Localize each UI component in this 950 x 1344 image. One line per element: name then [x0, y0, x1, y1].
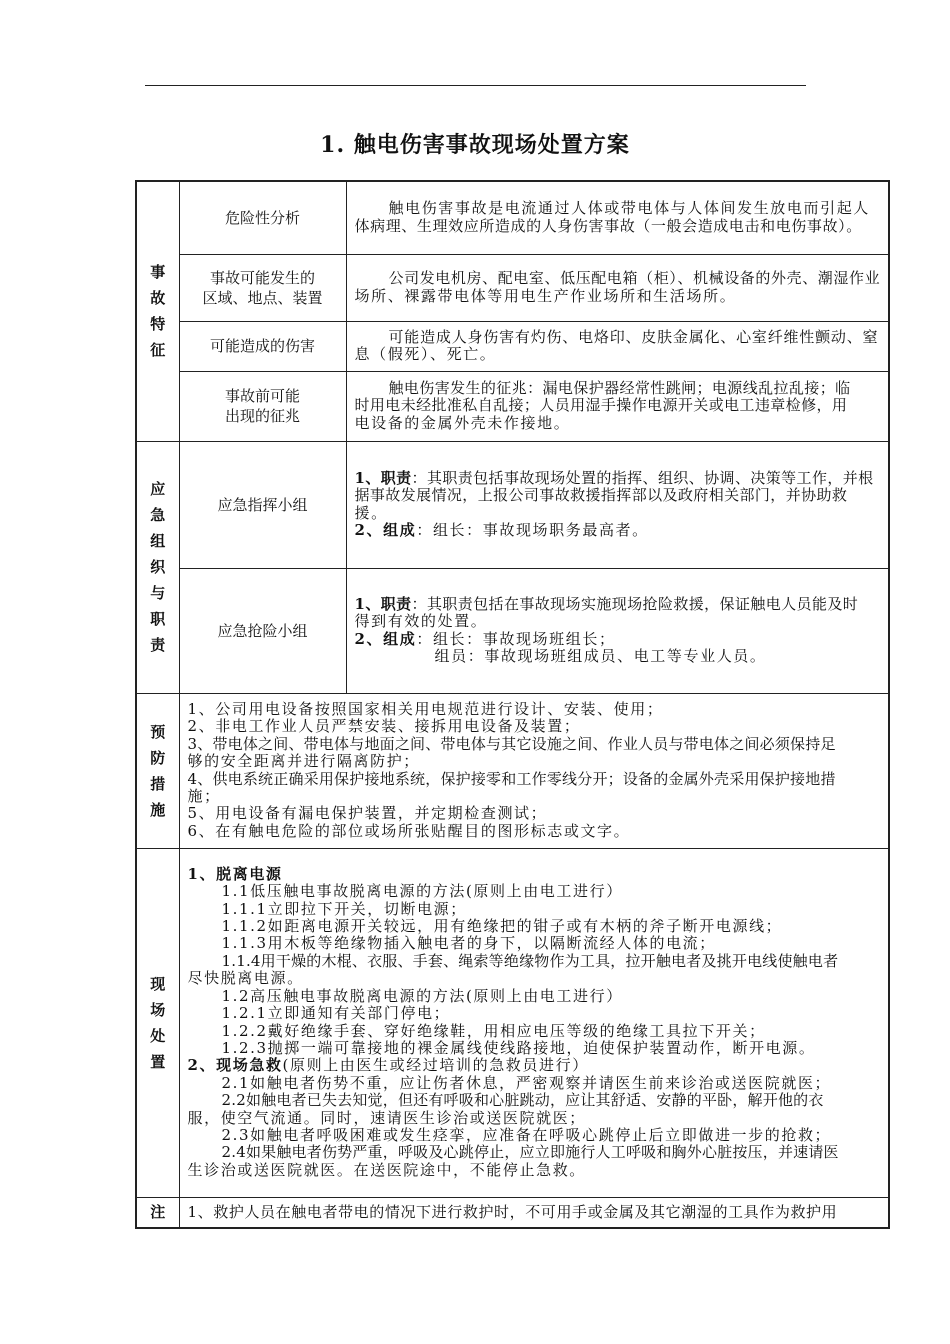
part2-lines: [188, 1075, 886, 1179]
composition-label: 2、组成: [354, 520, 417, 539]
row-header: [179, 254, 346, 321]
text-line: [355, 596, 885, 613]
prevention-content: [179, 693, 889, 848]
row-header: [179, 321, 346, 371]
text-line: 1.1.2如距离电源开关较远，用有绝缘把的钳子或有木柄的斧子断开电源线；: [221, 917, 783, 936]
row-content: [346, 568, 889, 693]
text-line: 1.1.1立即拉下开关，切断电源；: [221, 899, 467, 918]
notes-content: [179, 1197, 889, 1228]
row-header-text: 应急指挥小组: [217, 495, 308, 514]
label-char: 征: [150, 341, 166, 360]
table-row: [136, 693, 889, 848]
text-line: 1.1低压触电事故脱离电源的方法(原则上由电工进行）: [221, 882, 623, 901]
header-rule: [145, 85, 806, 86]
text-line: 2.1如触电者伤势不重，应让伤者休息，严密观察并请医生前来诊治或送医院就医；: [221, 1073, 832, 1092]
text-line: 公司发电机房、配电室、低压配电箱（柜）、机械设备的外壳、潮湿作业: [388, 269, 881, 288]
row-content: [346, 321, 889, 371]
text-line: 时用电未经批准私自乱接；人员用湿手操作电源开关或电工违章检修，用: [354, 396, 848, 415]
table-row: [136, 848, 889, 1197]
text-line: 息（假死）、死亡。: [354, 345, 497, 363]
row-header: [179, 181, 346, 254]
row-content: [346, 254, 889, 321]
row-header: [179, 371, 346, 441]
row-header: [179, 441, 346, 568]
text-line: 1.1.4用干燥的木棍、衣服、手套、绳索等绝缘物作为工具，拉开触电者及挑开电线使触电者: [221, 951, 839, 970]
text-line: 触电伤害发生的征兆：漏电保护器经常性跳闸；电源线乱拉乱接；临: [388, 378, 851, 397]
text-line: 1.2高压触电事故脱离电源的方法(原则上由电工进行）: [221, 986, 623, 1005]
row-header-text: 出现的征兆: [224, 407, 300, 425]
section-label-onsite: [136, 848, 179, 1197]
part1-lines: [188, 883, 886, 1057]
text: ：组长：事故现场职务最高者。: [416, 520, 649, 539]
table-row: [136, 1197, 889, 1228]
text-line: 组员：事故现场班组成员、电工等专业人员。: [434, 646, 767, 665]
text-line: 2.4如果触电者伤势严重，呼吸及心跳停止，应立即施行人工呼吸和胸外心脏按压，并速请医: [221, 1143, 839, 1162]
text-line: 得到有效的处置。: [354, 612, 488, 631]
table-row: [136, 371, 889, 441]
row-header: [179, 568, 346, 693]
section-label-organization: [136, 441, 179, 693]
text-line: 1.2.3抛掷一端可靠接地的裸金属线使线路接地，迫使保护装置动作，断开电源。: [221, 1038, 816, 1057]
text: ：其职责包括事故现场处置的指挥、组织、协调、决策等工作，并根: [411, 468, 874, 487]
text: ：组长：事故现场班组长；: [416, 629, 616, 648]
text-line: 援。: [354, 503, 388, 522]
row-content: [346, 371, 889, 441]
section-label-features: [136, 181, 179, 441]
label-char: 责: [150, 636, 166, 654]
table-row: [136, 254, 889, 321]
page-title: 1. 触电伤害事故现场处置方案: [320, 132, 630, 158]
subheading-note: (原则上由医生或经过培训的急救员进行）: [282, 1056, 589, 1075]
row-content: [346, 441, 889, 568]
text-line: 4、供电系统正确采用保护接地系统，保护接零和工作零线分开；设备的金属外壳采用保护接地措: [187, 769, 836, 788]
table-row: [136, 441, 889, 568]
text-line: 1.2.2戴好绝缘手套、穿好绝缘鞋，用相应电压等级的绝缘工具拉下开关；: [221, 1021, 766, 1040]
row-header-text: 危险性分析: [224, 208, 300, 227]
text-line: 2、非电工作业人员严禁安装、接拆用电设备及装置；: [187, 717, 581, 736]
text-line: 尽快脱离电源。: [187, 969, 304, 988]
section-label-notes: [136, 1197, 179, 1228]
text-line: [355, 470, 885, 487]
label-char: 应: [150, 480, 166, 498]
composition-label: 2、组成: [354, 629, 417, 648]
onsite-content: [179, 848, 889, 1197]
label-char: 预: [150, 722, 166, 741]
text-line: 可能造成人身伤害有灼伤、电烙印、皮肤金属化、心室纤维性颤动、窒: [388, 327, 879, 346]
text-line: 6、在有触电危险的部位或场所张贴醒目的图形标志或文字。: [187, 821, 631, 840]
subheading: 2、现场急救: [187, 1056, 283, 1075]
text-line: [355, 522, 885, 539]
duty-label: 1、职责: [354, 468, 412, 487]
text-line: 1、公司用电设备按照国家相关用电规范进行设计、安装、使用；: [187, 699, 664, 718]
label-char: 职: [150, 610, 166, 628]
text-line: 生诊治或送医院就医。在送医院途中，不能停止急救。: [187, 1160, 586, 1179]
label-char: 施: [150, 800, 166, 819]
row-header-text: 区域、地点、装置: [202, 288, 323, 307]
label-char: 特: [150, 315, 166, 334]
text-line: 1.2.1立即通知有关部门停电；: [221, 1004, 451, 1023]
row-header-text: 可能造成的伤害: [209, 337, 315, 355]
label-char: 注: [150, 1203, 166, 1222]
label-char: 急: [150, 506, 166, 524]
text-line: 1.1.3用木板等绝缘物插入触电者的身下，以隔断流经人体的电流；: [221, 934, 716, 953]
label-char: 与: [150, 584, 166, 602]
section-label-prevention: [136, 693, 179, 848]
label-char: 场: [150, 1000, 166, 1019]
table-row: [136, 181, 889, 254]
text-line: 2.2如触电者已失去知觉，但还有呼吸和心脏跳动，应让其舒适、安静的平卧，解开他的衣: [221, 1091, 824, 1110]
text-line: 据事故发展情况，上报公司事故救援指挥部以及政府相关部门，并协助救: [354, 486, 848, 505]
table-row: [136, 321, 889, 371]
text-line: 3、带电体之间、带电体与地面之间、带电体与其它设施之间、作业人员与带电体之间必须保持足: [187, 734, 836, 753]
text-line: 施；: [187, 786, 221, 805]
text-line: 体病理、生理效应所造成的人身伤害事故（一般会造成电击和电伤事故）。: [354, 216, 862, 235]
text-line: 2.3如触电者呼吸困难或发生痉挛，应准备在呼吸心跳停止后立即做进一步的抢救；: [221, 1125, 832, 1144]
label-char: 措: [150, 774, 166, 793]
text-line: 场所、裸露带电体等用电生产作业场所和生活场所。: [354, 286, 737, 305]
subheading: 1、脱离电源: [187, 864, 283, 883]
label-char: 置: [150, 1052, 166, 1071]
row-content: [346, 181, 889, 254]
text-line: 5、用电设备有漏电保护装置，并定期检查测试；: [187, 804, 548, 823]
label-char: 故: [150, 289, 166, 308]
label-char: 防: [150, 748, 166, 767]
row-header-text: 应急抢险小组: [217, 621, 308, 640]
text-line: [355, 631, 885, 648]
row-header-text: 事故可能发生的: [209, 268, 315, 287]
label-char: 处: [150, 1026, 166, 1045]
text-line: 触电伤害事故是电流通过人体或带电体与人体间发生放电而引起人: [388, 199, 870, 218]
duty-label: 1、职责: [354, 594, 412, 613]
text: ：其职责包括在事故现场实施现场抢险救援，保证触电人员能及时: [411, 594, 859, 613]
label-char: 组: [150, 532, 166, 550]
label-char: 事: [150, 263, 166, 282]
text-line: 服，使空气流通。同时，速请医生诊治或送医院就医；: [187, 1108, 586, 1127]
text-line: 1、救护人员在触电者带电的情况下进行救护时，不可用手或金属及其它潮湿的工具作为救护用: [187, 1202, 838, 1221]
label-char: 现: [150, 974, 166, 993]
text-line: 够的安全距离并进行隔离防护；: [187, 752, 420, 771]
row-header-text: 事故前可能: [224, 387, 300, 405]
text-line: 电设备的金属外壳未作接地。: [354, 413, 571, 432]
table-row: [136, 568, 889, 693]
subheading-line: [188, 1057, 886, 1074]
label-char: 织: [150, 558, 166, 576]
disposal-plan-table: [135, 180, 890, 1229]
